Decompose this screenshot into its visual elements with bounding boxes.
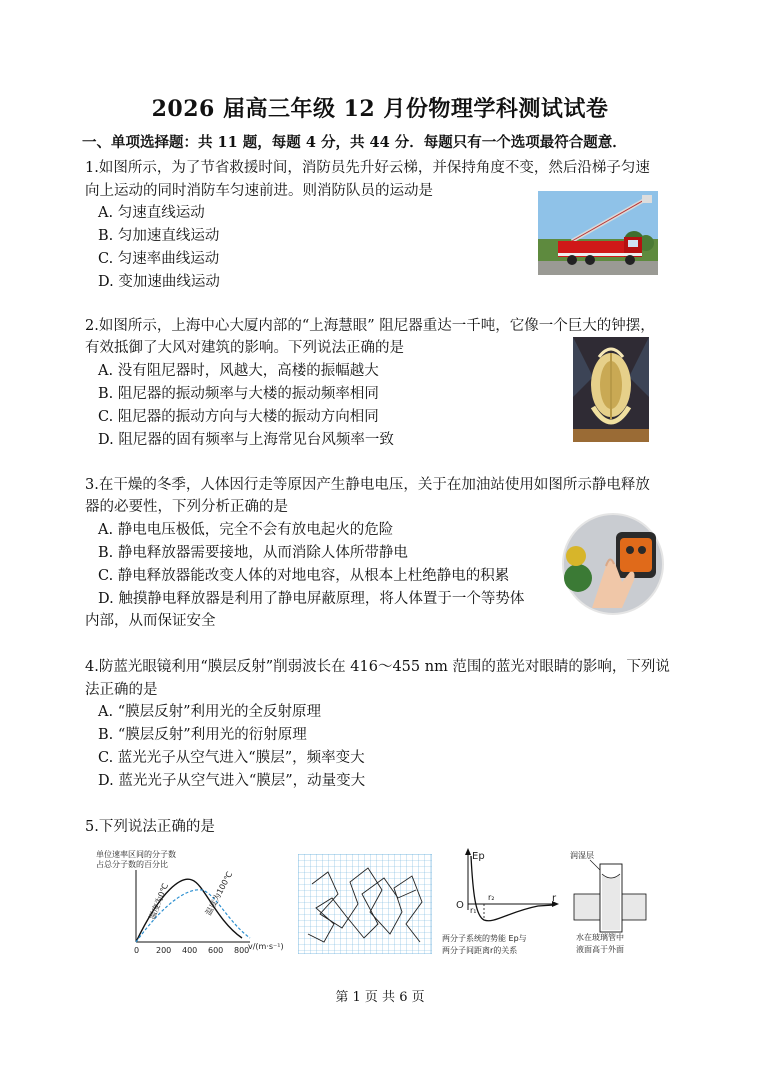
fig1-xtick-600: 600	[208, 946, 224, 955]
q4-option-d: D. 蓝光光子从空气进入“膜层”，动量变大	[98, 773, 366, 789]
section-heading: 一、单项选择题：共 11 题，每题 4 分，共 44 分．每题只有一个选项最符合题意．	[82, 134, 627, 151]
fig3-r1-label: r₁	[470, 906, 477, 915]
fig3-origin-label: O	[456, 900, 464, 911]
exam-title: 2026 届高三年级 12 月份物理学科测试试卷	[151, 96, 609, 122]
fig1-curve1-label: 温度为0℃	[147, 882, 171, 921]
static-releaser-photo	[556, 508, 670, 616]
q2-option-d: D. 阻尼器的固有频率与上海常见台风频率一致	[98, 432, 394, 448]
fig1-xtick-0: 0	[134, 946, 140, 955]
fig1-curve2-label: 温度为100℃	[203, 870, 235, 917]
q1-stem-line1: 1.如图所示，为了节省救援时间，消防员先升好云梯，并保持角度不变，然后沿梯子匀速	[85, 160, 650, 176]
fig1-xtick-400: 400	[182, 946, 198, 955]
q3-option-a: A. 静电电压极低，完全不会有放电起火的危险	[98, 522, 394, 538]
fig3-caption-line2: 两分子间距离r的关系	[442, 946, 518, 955]
q1-option-a: A. 匀速直线运动	[98, 205, 205, 221]
potential-energy-figure	[438, 846, 564, 958]
q1-option-b: B. 匀加速直线运动	[98, 228, 220, 244]
q2-stem-line2: 有效抵御了大风对建筑的影响。下列说法正确的是	[85, 340, 404, 356]
fig1-ylabel-line2: 占总分子数的百分比	[96, 860, 168, 869]
q4-option-c: C. 蓝光光子从空气进入“膜层”，频率变大	[98, 750, 365, 766]
fig1-ylabel-line1: 单位速率区间的分子数	[96, 850, 176, 859]
page-footer: 第 1 页 共 6 页	[335, 990, 425, 1005]
speed-distribution-figure	[92, 848, 284, 960]
q4-option-b: B. “膜层反射”利用光的衍射原理	[98, 727, 307, 743]
q2-stem-line1: 2.如图所示，上海中心大厦内部的“上海慧眼” 阻尼器重达一千吨，它像一个巨大的钟摆，	[85, 318, 655, 334]
capillary-figure	[568, 846, 664, 958]
q3-stem-line2: 器的必要性，下列分析正确的是	[85, 499, 288, 515]
fig3-r2-label: r₂	[488, 893, 495, 902]
fig1-xtick-200: 200	[156, 946, 172, 955]
brownian-motion-figure	[298, 854, 432, 954]
fig1-xunit: v/(m·s⁻¹)	[248, 942, 284, 951]
q1-stem-line2: 向上运动的同时消防车匀速前进。则消防队员的运动是	[85, 183, 433, 199]
fig3-caption-line1: 两分子系统的势能 Ep与	[442, 934, 527, 943]
q3-option-b: B. 静电释放器需要接地，从而消除人体所带静电	[98, 545, 408, 561]
fig3-ep-label: Ep	[472, 851, 485, 862]
q1-option-c: C. 匀速率曲线运动	[98, 251, 220, 267]
q2-option-c: C. 阻尼器的振动方向与大楼的振动方向相同	[98, 409, 379, 425]
q2-option-b: B. 阻尼器的振动频率与大楼的振动频率相同	[98, 386, 379, 402]
q1-option-d: D. 变加速曲线运动	[98, 274, 220, 290]
q4-stem-line2: 法正确的是	[85, 682, 158, 698]
fire-truck-photo	[538, 191, 658, 275]
fig3-r-label: r	[552, 893, 557, 904]
q3-stem-line1: 3.在干燥的冬季，人体因行走等原因产生静电电压，关于在加油站使用如图所示静电释放	[85, 477, 650, 493]
fig4-caption-line2: 液面高于外面	[576, 945, 624, 954]
fig1-xtick-800: 800	[234, 946, 250, 955]
damper-sculpture-photo	[573, 337, 649, 442]
fig4-caption-line1: 水在玻璃管中	[576, 933, 624, 942]
q2-option-a: A. 没有阻尼器时，风越大，高楼的振幅越大	[98, 363, 379, 379]
q3-option-d-continued: 内部，从而保证安全	[85, 613, 216, 629]
q3-option-c: C. 静电释放器能改变人体的对地电容，从根本上杜绝静电的积累	[98, 568, 510, 584]
fig4-wetting-label: 润湿层	[570, 851, 594, 860]
q4-option-a: A. “膜层反射”利用光的全反射原理	[98, 704, 322, 720]
q4-stem-line1: 4.防蓝光眼镜利用“膜层反射”削弱波长在 416～455 nm 范围的蓝光对眼睛的影响，下列说	[85, 659, 670, 675]
q3-option-d: D. 触摸静电释放器是利用了静电屏蔽原理，将人体置于一个等势体	[98, 591, 525, 607]
q5-stem: 5.下列说法正确的是	[85, 819, 215, 835]
